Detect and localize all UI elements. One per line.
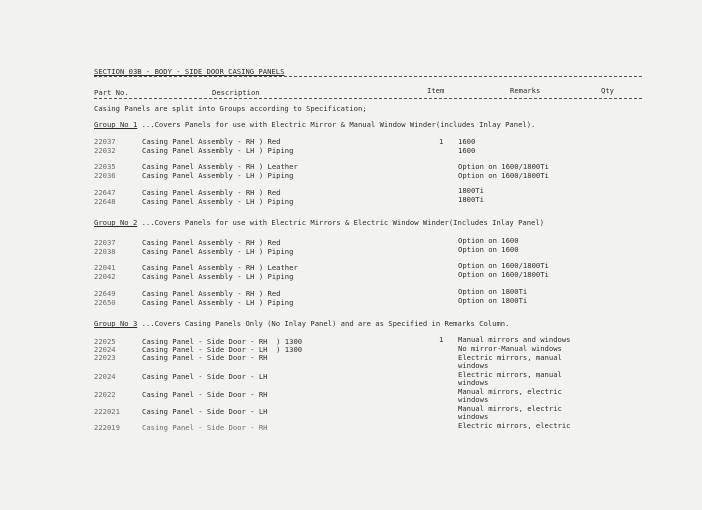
col-remarks-header: Remarks <box>510 86 541 95</box>
table-row-remarks: Option on 1600/1800Ti <box>458 261 549 270</box>
table-row-desc: Casing Panel - Side Door - LH <box>142 372 268 381</box>
table-row-remarks: Option on 1800Ti <box>458 287 528 296</box>
table-row-remarks: 1600 <box>458 146 476 155</box>
table-row-part: 222021 <box>94 407 120 416</box>
header-rule-bottom <box>94 98 642 99</box>
table-row-desc: Casing Panel Assembly - RH ) Red <box>142 188 281 197</box>
group2-heading <box>94 218 544 227</box>
table-row-remarks: Manual mirrors and windows <box>458 335 571 344</box>
table-row-part: 22024 <box>94 372 116 381</box>
table-row-part: 22037 <box>94 238 116 247</box>
col-description-header: Description <box>212 88 260 97</box>
table-row-part: 22041 <box>94 263 116 272</box>
table-row-desc: Casing Panel - Side Door - LH <box>142 407 268 416</box>
table-row-part: 22037 <box>94 137 116 146</box>
table-row-remarks: Option on 1600/1800Ti <box>458 270 549 279</box>
table-row-part: 222019 <box>94 423 120 432</box>
group3-text: ...Covers Casing Panels Only (No Inlay Panel) and are as Specified in Remarks Column. <box>141 319 510 328</box>
table-row-remarks: 1800Ti <box>458 195 484 204</box>
table-row-part: 22036 <box>94 171 116 180</box>
table-row-part: 22024 <box>94 345 116 354</box>
table-row-remarks: Manual mirrors, electric <box>458 387 562 396</box>
table-row-part: 22025 <box>94 337 116 346</box>
table-row-remarks: Electric mirrors, electric <box>458 421 571 430</box>
group1-heading <box>94 120 535 129</box>
table-row-desc: Casing Panel Assembly - RH ) Red <box>142 137 281 146</box>
table-row-remarks: windows <box>458 378 489 387</box>
table-row-part: 22035 <box>94 162 116 171</box>
table-row-desc: Casing Panel Assembly - LH ) Piping <box>142 171 294 180</box>
table-row-part: 22649 <box>94 289 116 298</box>
table-row-item: 1 <box>439 137 444 146</box>
section-title: SECTION 03B - BODY - SIDE DOOR CASING PANELS <box>94 67 285 76</box>
col-part-header: Part No. <box>94 88 129 97</box>
table-row-remarks: Electric mirrors, manual <box>458 370 562 379</box>
table-row-desc: Casing Panel Assembly - LH ) Piping <box>142 146 294 155</box>
table-row-remarks: windows <box>458 361 489 370</box>
table-row-remarks: Manual mirrors, electric <box>458 404 562 413</box>
table-row-remarks: windows <box>458 412 489 421</box>
group3-label: Group No 3 <box>94 319 138 328</box>
table-row-part: 22032 <box>94 146 116 155</box>
table-row-item: 1 <box>439 335 444 344</box>
table-row-remarks: Option on 1600/1800Ti <box>458 162 549 171</box>
table-row-remarks: windows <box>458 395 489 404</box>
table-row-part: 22648 <box>94 197 116 206</box>
table-row-desc: Casing Panel - Side Door - RH ) 1300 <box>142 337 303 346</box>
table-row-remarks: 1800Ti <box>458 186 484 195</box>
table-row-desc: Casing Panel Assembly - LH ) Piping <box>142 272 294 281</box>
table-row-part: 22022 <box>94 390 116 399</box>
col-qty-header: Qty <box>601 86 614 95</box>
table-row-part: 22038 <box>94 247 116 256</box>
table-row-remarks: Option on 1600 <box>458 245 519 254</box>
table-row-desc: Casing Panel Assembly - RH ) Red <box>142 238 281 247</box>
col-item-header: Item <box>427 86 445 95</box>
group3-heading <box>94 319 509 328</box>
table-row-desc: Casing Panel Assembly - RH ) Leather <box>142 162 298 171</box>
group2-label: Group No 2 <box>94 218 138 227</box>
table-row-part: 22042 <box>94 272 116 281</box>
table-row-remarks: Option on 1600 <box>458 236 519 245</box>
table-row-desc: Casing Panel Assembly - RH ) Red <box>142 289 281 298</box>
intro-text: Casing Panels are split into Groups according to Specification; <box>94 104 367 113</box>
table-row-desc: Casing Panel - Side Door - RH <box>142 423 268 432</box>
group1-text: ...Covers Panels for use with Electric Mirror & Manual Window Winder(includes Inlay Panel). <box>141 120 536 129</box>
table-row-remarks: 1600 <box>458 137 476 146</box>
group1-label: Group No 1 <box>94 120 138 129</box>
table-row-part: 22023 <box>94 353 116 362</box>
table-row-desc: Casing Panel - Side Door - RH <box>142 390 268 399</box>
header-rule-top <box>94 76 642 77</box>
table-row-remarks: Option on 1600/1800Ti <box>458 171 549 180</box>
table-row-desc: Casing Panel - Side Door - RH <box>142 353 268 362</box>
table-row-remarks: Option on 1800Ti <box>458 296 528 305</box>
group2-text: ...Covers Panels for use with Electric Mirrors & Electric Window Winder(Includes Inlay Panel) <box>141 218 545 227</box>
table-row-desc: Casing Panel Assembly - RH ) Leather <box>142 263 298 272</box>
table-row-remarks: No mirror-Manual windows <box>458 344 562 353</box>
table-row-desc: Casing Panel - Side Door - LH ) 1300 <box>142 345 303 354</box>
table-row-desc: Casing Panel Assembly - LH ) Piping <box>142 247 294 256</box>
table-row-part: 22647 <box>94 188 116 197</box>
table-row-part: 22650 <box>94 298 116 307</box>
table-row-remarks: Electric mirrors, manual <box>458 353 562 362</box>
table-row-desc: Casing Panel Assembly - LH ) Piping <box>142 298 294 307</box>
table-row-desc: Casing Panel Assembly - LH ) Piping <box>142 197 294 206</box>
